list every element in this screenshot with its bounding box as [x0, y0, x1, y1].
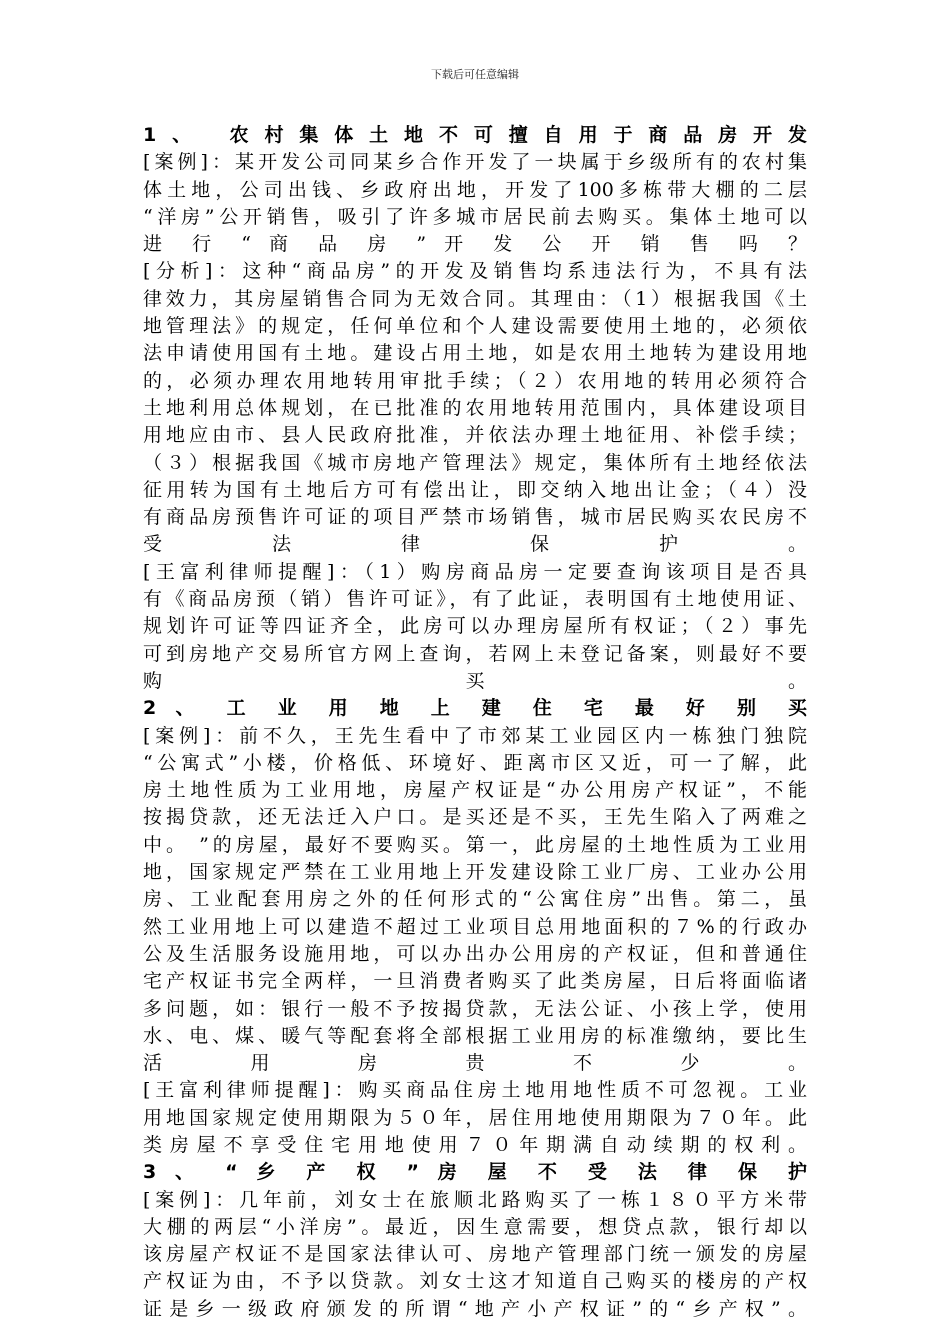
- text-line: 中。 ”的房屋，最好不要购买。第一，此房屋的土地性质为工业用: [143, 833, 807, 856]
- text-line: 活 用 房 贵 不 少 。: [143, 1052, 807, 1075]
- text-line: [案例]：前不久，王先生看中了市郊某工业园区内一栋独门独院: [143, 724, 807, 747]
- text-line: 受 法 律 保 护 。: [143, 533, 807, 556]
- text-line: 类房屋不享受住宅用地使用７０年期满自动续期的权利。: [143, 1133, 807, 1156]
- text-line: 用地应由市、县人民政府批准，并依法办理土地征用、补偿手续；: [143, 424, 807, 447]
- text-line: 购 买 。: [143, 669, 807, 692]
- text-line: 有《商品房预（销）售许可证》，有了此证，表明国有土地使用证、: [143, 588, 807, 611]
- text-line: 的，必须办理农用地转用审批手续；（２）农用地的转用必须符合: [143, 369, 807, 392]
- section-heading: 2 、 工 业 用 地 上 建 住 宅 最 好 别 买: [143, 697, 807, 720]
- text-line: 公及生活服务设施用地，可以办出办公用房的产权证，但和普通住: [143, 942, 807, 965]
- text-line: 律效力，其房屋销售合同为无效合同。其理由：（1）根据我国《土: [143, 287, 807, 310]
- text-line: 产权证为由，不予以贷款。刘女士这才知道自己购买的楼房的产权: [143, 1270, 807, 1293]
- text-line: 规划许可证等四证齐全，此房可以办理房屋所有权证；（２）事先: [143, 615, 807, 638]
- text-line: [王富利律师提醒]：购买商品住房土地用地性质不可忽视。工业: [143, 1079, 807, 1102]
- text-line: [王富利律师提醒]：（1）购房商品房一定要查询该项目是否具: [143, 560, 807, 583]
- text-line: “洋房”公开销售，吸引了许多城市居民前去购买。集体土地可以: [143, 205, 807, 228]
- text-line: 房、工业配套用房之外的任何形式的“公寓住房”出售。第二，虽: [143, 888, 807, 911]
- text-line: 法申请使用国有土地。建设占用土地，如是农用土地转为建设用地: [143, 342, 807, 365]
- text-line: 水、电、煤、暖气等配套将全部根据工业用房的标准缴纳，要比生: [143, 1024, 807, 1047]
- text-line: （３）根据我国《城市房地产管理法》规定，集体所有土地经依法: [143, 451, 807, 474]
- section-heading: 1、 农村集体土地不可擅自用于商品房开发: [143, 124, 807, 146]
- text-line: 证是乡一级政府颁发的所谓“地产小产权证”的“乡产权”。: [143, 1297, 807, 1320]
- text-line: [分析]：这种“商品房”的开发及销售均系违法行为，不具有法: [143, 260, 807, 283]
- text-line: [案例]：某开发公司同某乡合作开发了一块属于乡级所有的农村集: [143, 151, 807, 174]
- text-line: 该房屋产权证不是国家法律认可、房地产管理部门统一颁发的房屋: [143, 1243, 807, 1266]
- text-line: 地管理法》的规定，任何单位和个人建设需要使用土地的，必须依: [143, 315, 807, 338]
- text-line: 土地利用总体规划，在已批准的农用地转用范围内，具体建设项目: [143, 396, 807, 419]
- text-line: 进 行 “ 商 品 房 ” 开 发 公 开 销 售 吗 ？: [143, 233, 807, 256]
- text-line: 地，国家规定严禁在工业用地上开发建设除工业厂房、工业办公用: [143, 861, 807, 884]
- text-line: 按揭贷款，还无法迁入户口。是买还是不买，王先生陷入了两难之: [143, 806, 807, 829]
- text-line: [案例]：几年前，刘女士在旅顺北路购买了一栋１８０平方米带: [143, 1188, 807, 1211]
- text-line: 然工业用地上可以建造不超过工业项目总用地面积的７%的行政办: [143, 915, 807, 938]
- text-line: 征用转为国有土地后方可有偿出让，即交纳入地出让金；（４）没: [143, 478, 807, 501]
- text-line: 宅产权证书完全两样，一旦消费者购买了此类房屋，日后将面临诸: [143, 970, 807, 993]
- text-line: “公寓式”小楼，价格低、环境好、距离市区又近，可一了解，此: [143, 751, 807, 774]
- text-line: 大棚的两层“小洋房”。最近，因生意需要，想贷点款，银行却以: [143, 1215, 807, 1238]
- document-body: [143, 122, 807, 1323]
- page-header: 下载后可任意编辑: [431, 68, 519, 81]
- text-line: 用地国家规定使用期限为５０年，居住用地使用期限为７０年。此: [143, 1106, 807, 1129]
- text-line: 体土地，公司出钱、乡政府出地，开发了100多栋带大棚的二层: [143, 178, 807, 201]
- text-line: 可到房地产交易所官方网上查询，若网上未登记备案，则最好不要: [143, 642, 807, 665]
- text-line: 多问题，如：银行一般不予按揭贷款，无法公证、小孩上学，使用: [143, 997, 807, 1020]
- text-line: 有商品房预售许可证的项目严禁市场销售，城市居民购买农民房不: [143, 506, 807, 529]
- text-line: 房土地性质为工业用地，房屋产权证是“办公用房产权证”，不能: [143, 779, 807, 802]
- section-heading: 3 、 “ 乡 产 权 ” 房 屋 不 受 法 律 保 护: [143, 1161, 807, 1184]
